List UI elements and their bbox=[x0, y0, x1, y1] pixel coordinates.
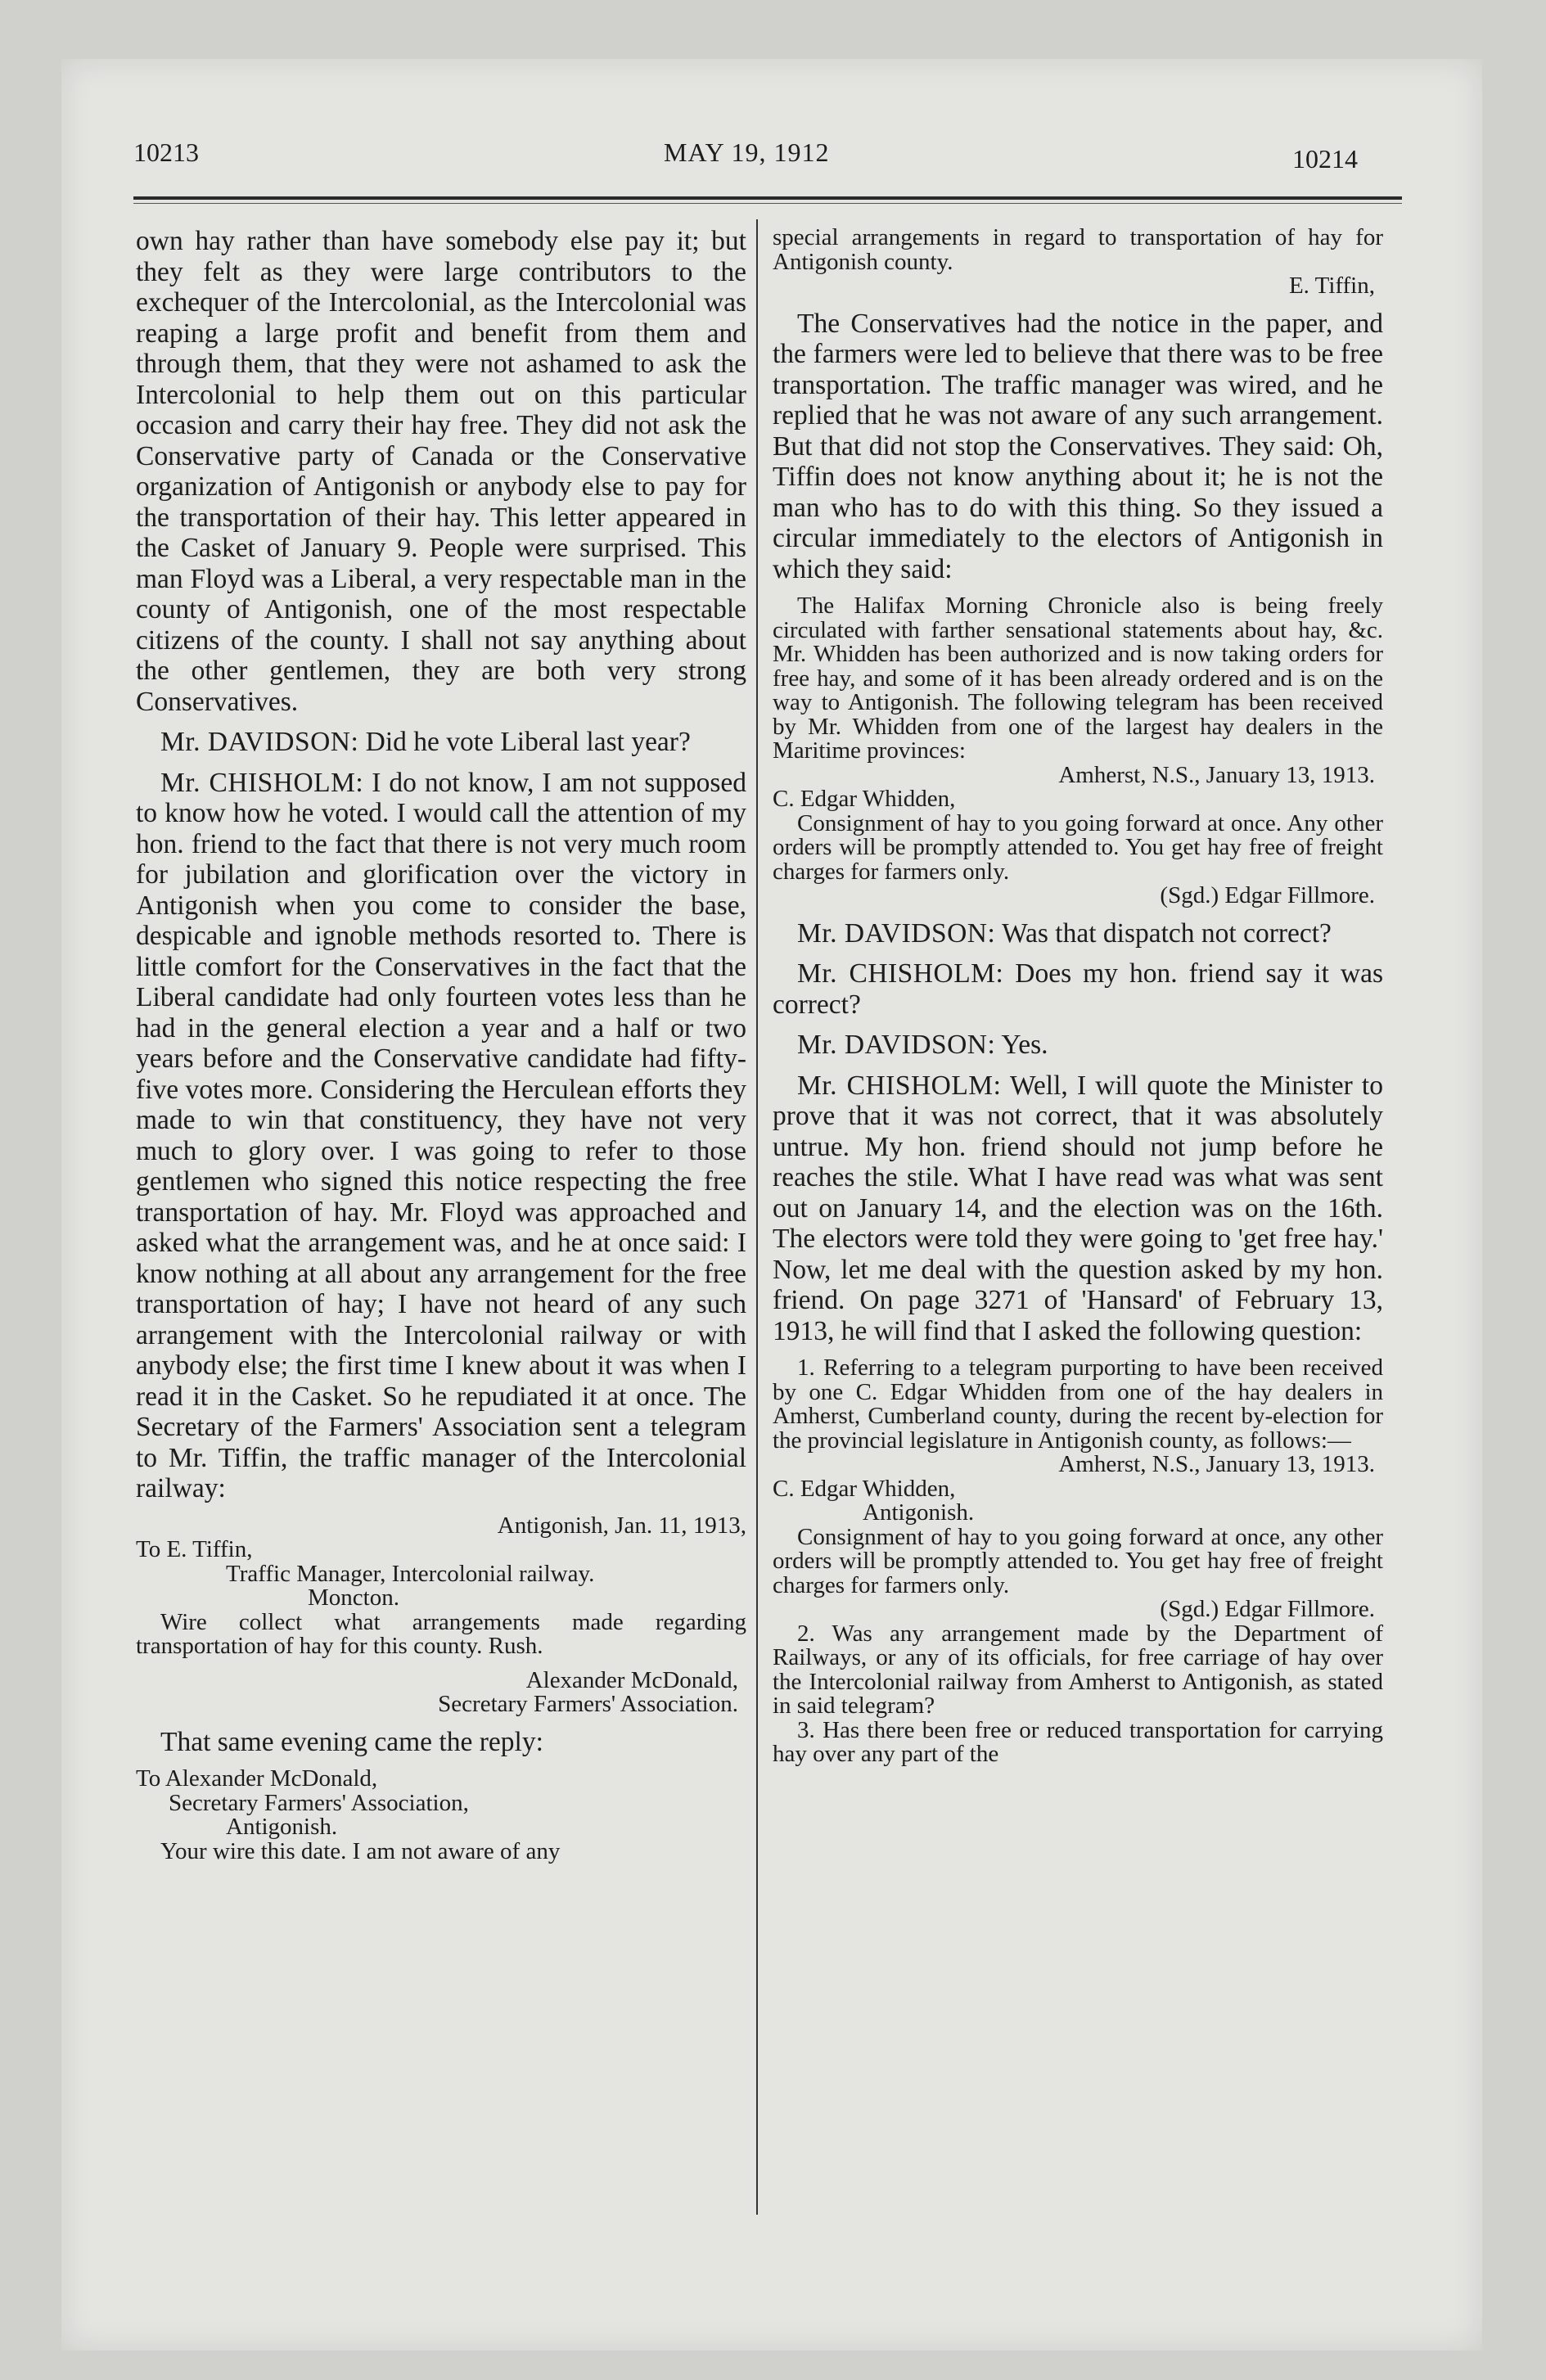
telegram-signature: (Sgd.) Edgar Fillmore. bbox=[1160, 882, 1375, 908]
speaker-name: Mr. DAVIDSON: bbox=[160, 727, 359, 757]
telegram-recipient-place: Antigonish. bbox=[226, 1814, 338, 1840]
speech-text: Did he vote Liberal last year? bbox=[365, 727, 691, 757]
telegram-signature-title: Secretary Farmers' Association. bbox=[438, 1691, 738, 1717]
speech-text: Well, I will quote the Minister to prove that it was not correct, that it was absolutely untrue. My hon. friend should not jump before he reaches the stile. What I have read was what was sent out on January 14, and the election was on the 16th. The electors were told they were going to 'get free hay.' Now, let me deal with the question asked by my hon. friend. On page 3271 of 'Hansard' of February 13, 1913, he will find that I asked the following question: bbox=[773, 1070, 1383, 1346]
right-column bbox=[773, 226, 1383, 1767]
telegram-date: Amherst, N.S., January 13, 1913. bbox=[1058, 761, 1375, 788]
paragraph: The Conservatives had the notice in the paper, and the farmers were led to believe that there was to be free transportation. The traffic manager was wired, and he replied that he was not aware of any such arrangement. But that did not stop the Conservatives. They said: Oh, Tiffin does not know anything about it; he is not the man who has to do with this thing. So they issued a circular immediately to the electors of Antigonish in which they said: bbox=[773, 308, 1383, 584]
telegram-recipient: To E. Tiffin, bbox=[136, 1536, 253, 1562]
telegram-body: Your wire this date. I am not aware of any bbox=[160, 1837, 561, 1864]
telegram-recipient-place: Antigonish. bbox=[863, 1499, 975, 1526]
telegram-recipient: To Alexander McDonald, bbox=[136, 1765, 378, 1792]
telegram-body: Consignment of hay to you going forward at once. Any other orders will be promptly attended to. You get hay free of freight charges for farmers only. bbox=[773, 809, 1383, 885]
page-number-left: 10213 bbox=[133, 137, 199, 167]
paragraph: That same evening came the reply: bbox=[160, 1726, 543, 1757]
speech bbox=[773, 1030, 1383, 1061]
telegram-recipient: C. Edgar Whidden, bbox=[773, 1475, 956, 1502]
telegram-body: Wire collect what arrangements made regarding transportation of hay for this county. Rush. bbox=[136, 1608, 746, 1659]
page-number-right: 10214 bbox=[1292, 144, 1358, 174]
speech bbox=[773, 1071, 1383, 1347]
telegram-signature: (Sgd.) Edgar Fillmore. bbox=[1160, 1596, 1375, 1622]
telegram-signature: Alexander McDonald, bbox=[525, 1666, 738, 1693]
speech-text: Does my hon. friend say it was correct? bbox=[773, 958, 1383, 1020]
speaker-name: Mr. CHISHOLM: bbox=[797, 958, 1004, 989]
left-column bbox=[136, 226, 746, 1864]
speaker-name: Mr. CHISHOLM: bbox=[797, 1070, 1002, 1101]
speech-text: Yes. bbox=[1001, 1030, 1048, 1060]
speaker-name: Mr. CHISHOLM: bbox=[160, 767, 364, 798]
speaker-name: Mr. DAVIDSON: bbox=[797, 917, 996, 949]
telegram-recipient: C. Edgar Whidden, bbox=[773, 786, 956, 812]
question-item: 3. Has there been free or reduced transportation for carrying hay over any part of the bbox=[773, 1716, 1383, 1767]
speech bbox=[773, 918, 1383, 949]
speech bbox=[773, 958, 1383, 1020]
column-separator bbox=[756, 219, 758, 2215]
circular-quote: The Halifax Morning Chronicle also is being freely circulated with farther sensational statements about hay, &c. Mr. Whidden has been authorized and is now taking orders for free hay, and some of it has been already ordered and is on the way to Antigonish. The following telegram has been received by Mr. Whidden from one of the largest hay dealers in the Maritime provinces: bbox=[773, 593, 1383, 764]
telegram-date: Antigonish, Jan. 11, 1913, bbox=[497, 1512, 746, 1539]
header-rule-thick bbox=[133, 196, 1402, 200]
page-date: MAY 19, 1912 bbox=[664, 137, 830, 167]
telegram-recipient-title: Traffic Manager, Intercolonial railway. bbox=[226, 1560, 595, 1587]
telegram-signature: E. Tiffin, bbox=[1288, 273, 1375, 299]
telegram-recipient-title: Secretary Farmers' Association, bbox=[169, 1789, 469, 1816]
speech-text: I do not know, I am not supposed to know how he voted. I would call the attention of my hon. friend to the fact that there is not very much room for jubilation and glorification over the victory in Antigonish when you come to consider the base, despicable and ignoble methods resorted to. There is little comfort for the Conservatives in the fact that the Liberal candidate had only fourteen votes less than he had in the general election a year and a half or two years before and the Conservative candidate had fifty-five votes more. Considering the Herculean efforts they made to win that constituency, they have not very much to glory over. I was going to refer to those gentlemen who signed this notice respecting the free transportation of hay. Mr. Floyd was approached and asked what the arrangement was, and he at once said: I know nothing at all about any arrangement for the free transportation of hay; I have not heard of any such arrangement with the Intercolonial railway or with anybody else; the first time I knew about it was when I read it in the Casket. So he repudiated it at once. The Secretary of the Farmers' Association sent a telegram to Mr. Tiffin, the traffic manager of the Intercolonial railway: bbox=[136, 767, 747, 1503]
telegram-body: Consignment of hay to you going forward at once, any other orders will be promptly attended to. You get hay free of freight charges for farmers only. bbox=[773, 1523, 1383, 1598]
telegram-body: special arrangements in regard to transportation of hay for Antigonish county. bbox=[773, 224, 1383, 275]
paragraph: own hay rather than have somebody else pay it; but they felt as they were large contributors to the exchequer of the Intercolonial, as the Intercolonial was reaping a large profit and benefit from them and through them, that they were not ashamed to ask the Intercolonial to help them out on this particular occasion and carry their hay free. They did not ask the Conservative party of Canada or the Conservative organization of Antigonish or anybody else to pay for the transportation of their hay. This letter appeared in the Casket of January 9. People were surprised. This man Floyd was a Liberal, a very respectable man in the county of Antigonish, one of the most respectable citizens of the county. I shall not say anything about the other gentlemen, they are both very strong Conservatives. bbox=[136, 226, 746, 717]
hansard-page bbox=[61, 59, 1482, 2351]
header-rule-thin bbox=[133, 203, 1402, 204]
question-item: 2. Was any arrangement made by the Department of Railways, or any of its officials, for free carriage of hay over the Intercolonial railway from Amherst to Antigonish, as stated in said telegram? bbox=[773, 1620, 1383, 1719]
speaker-name: Mr. DAVIDSON: bbox=[797, 1030, 996, 1060]
telegram-date: Amherst, N.S., January 13, 1913. bbox=[1058, 1451, 1375, 1477]
speech bbox=[136, 768, 746, 1504]
speech-text: Was that dispatch not correct? bbox=[1002, 917, 1332, 949]
question-item: 1. Referring to a telegram purporting to have been received by one C. Edgar Whidden from one of the hay dealers in Amherst, Cumberland county, during the recent by-election for the provincial legislature in Antigonish county, as follows:— bbox=[773, 1355, 1383, 1454]
telegram-recipient-place: Moncton. bbox=[308, 1584, 399, 1611]
speech bbox=[136, 727, 746, 758]
